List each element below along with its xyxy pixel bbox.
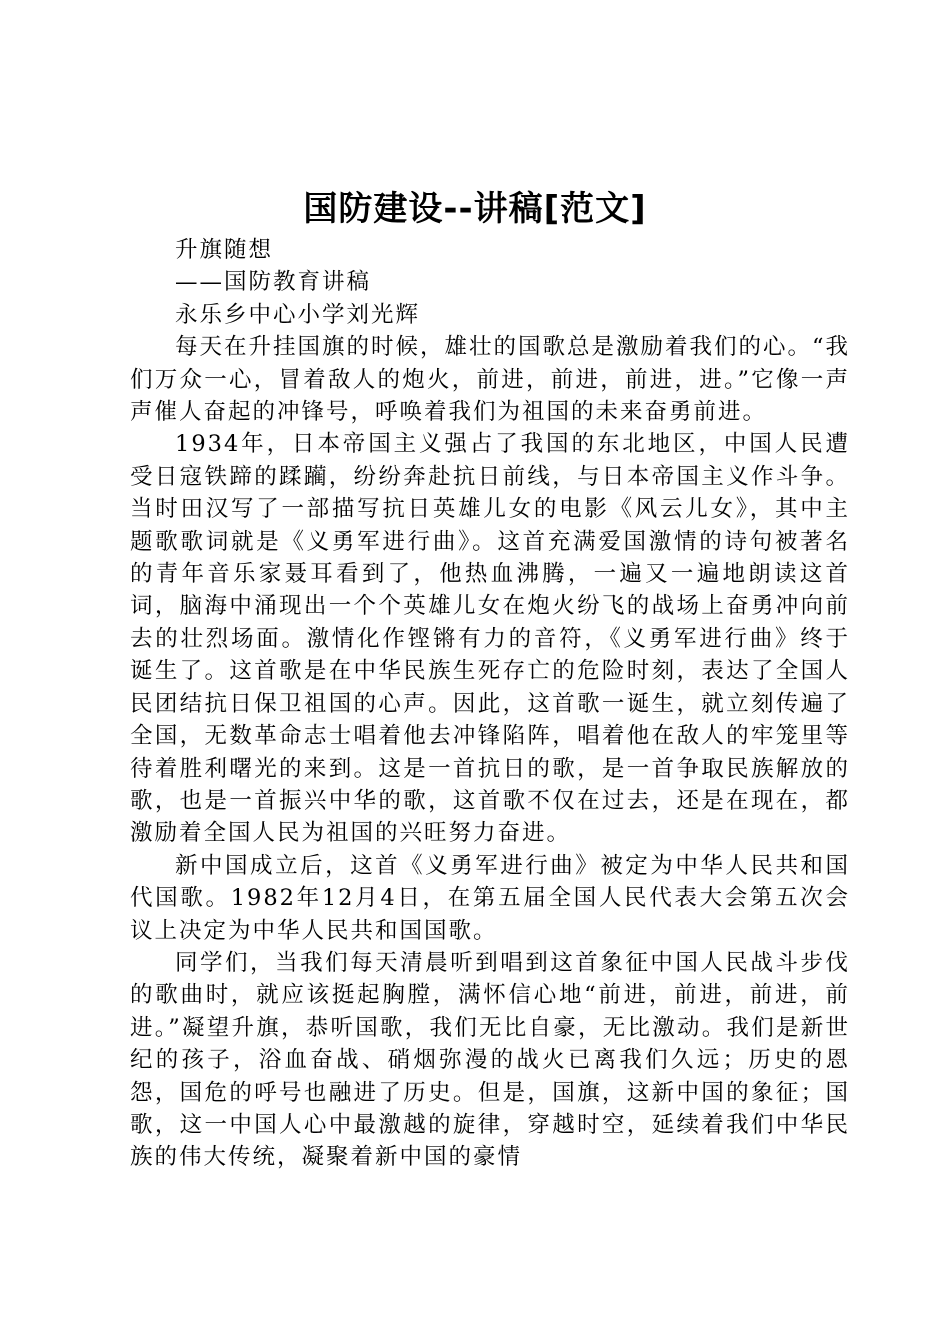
- paragraph-author: 永乐乡中心小学刘光辉: [175, 301, 421, 328]
- paragraph: 每天在升挂国旗的时候，雄壮的国歌总是激励着我们的心。“我们万众一心，冒着敌人的炮火，前进，前进，前进，进。”它像一声声催人奋起的冲锋号，呼唤着我们为祖国的未来奋勇前进。: [130, 334, 851, 426]
- document-title: 国防建设--讲稿[范文]: [303, 189, 647, 229]
- paragraph: 新中国成立后，这首《义勇军进行曲》被定为中华人民共和国代国歌。1982年12月4日，在第五届全国人民代表大会第五次会议上决定为中华人民共和国国歌。: [130, 852, 850, 944]
- paragraph-heading: 升旗随想: [175, 237, 274, 263]
- document-body: [130, 234, 850, 1174]
- paragraph: 同学们，当我们每天清晨听到唱到这首象征中国人民战斗步伐的歌曲时，就应该挺起胸膛，满怀信心地“前进，前进，前进，前进。”凝望升旗，恭听国歌，我们无比自豪，无比激动。我们是新世纪的孩子，浴血奋战、硝烟弥漫的战火已离我们久远；历史的恩怨，国危的呼号也融进了历史。但是，国旗，这新中国的象征；国歌，这一中国人心中最激越的旋律，穿越时空，延续着我们中华民族的伟大传统，凝聚着新中国的豪情: [130, 949, 850, 1171]
- paragraph-subtitle: ——国防教育讲稿: [175, 269, 372, 296]
- paragraph: 1934年，日本帝国主义强占了我国的东北地区，中国人民遭受日寇铁蹄的蹂躏，纷纷奔赴抗日前线，与日本帝国主义作斗争。当时田汉写了一部描写抗日英雄儿女的电影《风云儿女》，其中主题歌歌词就是《义勇军进行曲》。这首充满爱国激情的诗句被著名的青年音乐家聂耳看到了，他热血沸腾，一遍又一遍地朗读这首词，脑海中涌现出一个个英雄儿女在炮火纷飞的战场上奋勇冲向前去的壮烈场面。激情化作铿锵有力的音符，《义勇军进行曲》终于诞生了。这首歌是在中华民族生死存亡的危险时刻，表达了全国人民团结抗日保卫祖国的心声。因此，这首歌一诞生，就立刻传遍了全国，无数革命志士唱着他去冲锋陷阵，唱着他在敌人的牢笼里等待着胜利曙光的来到。这是一首抗日的歌，是一首争取民族解放的歌，也是一首振兴中华的歌，这首歌不仅在过去，还是在现在，都激励着全国人民为祖国的兴旺努力奋进。: [130, 431, 850, 847]
